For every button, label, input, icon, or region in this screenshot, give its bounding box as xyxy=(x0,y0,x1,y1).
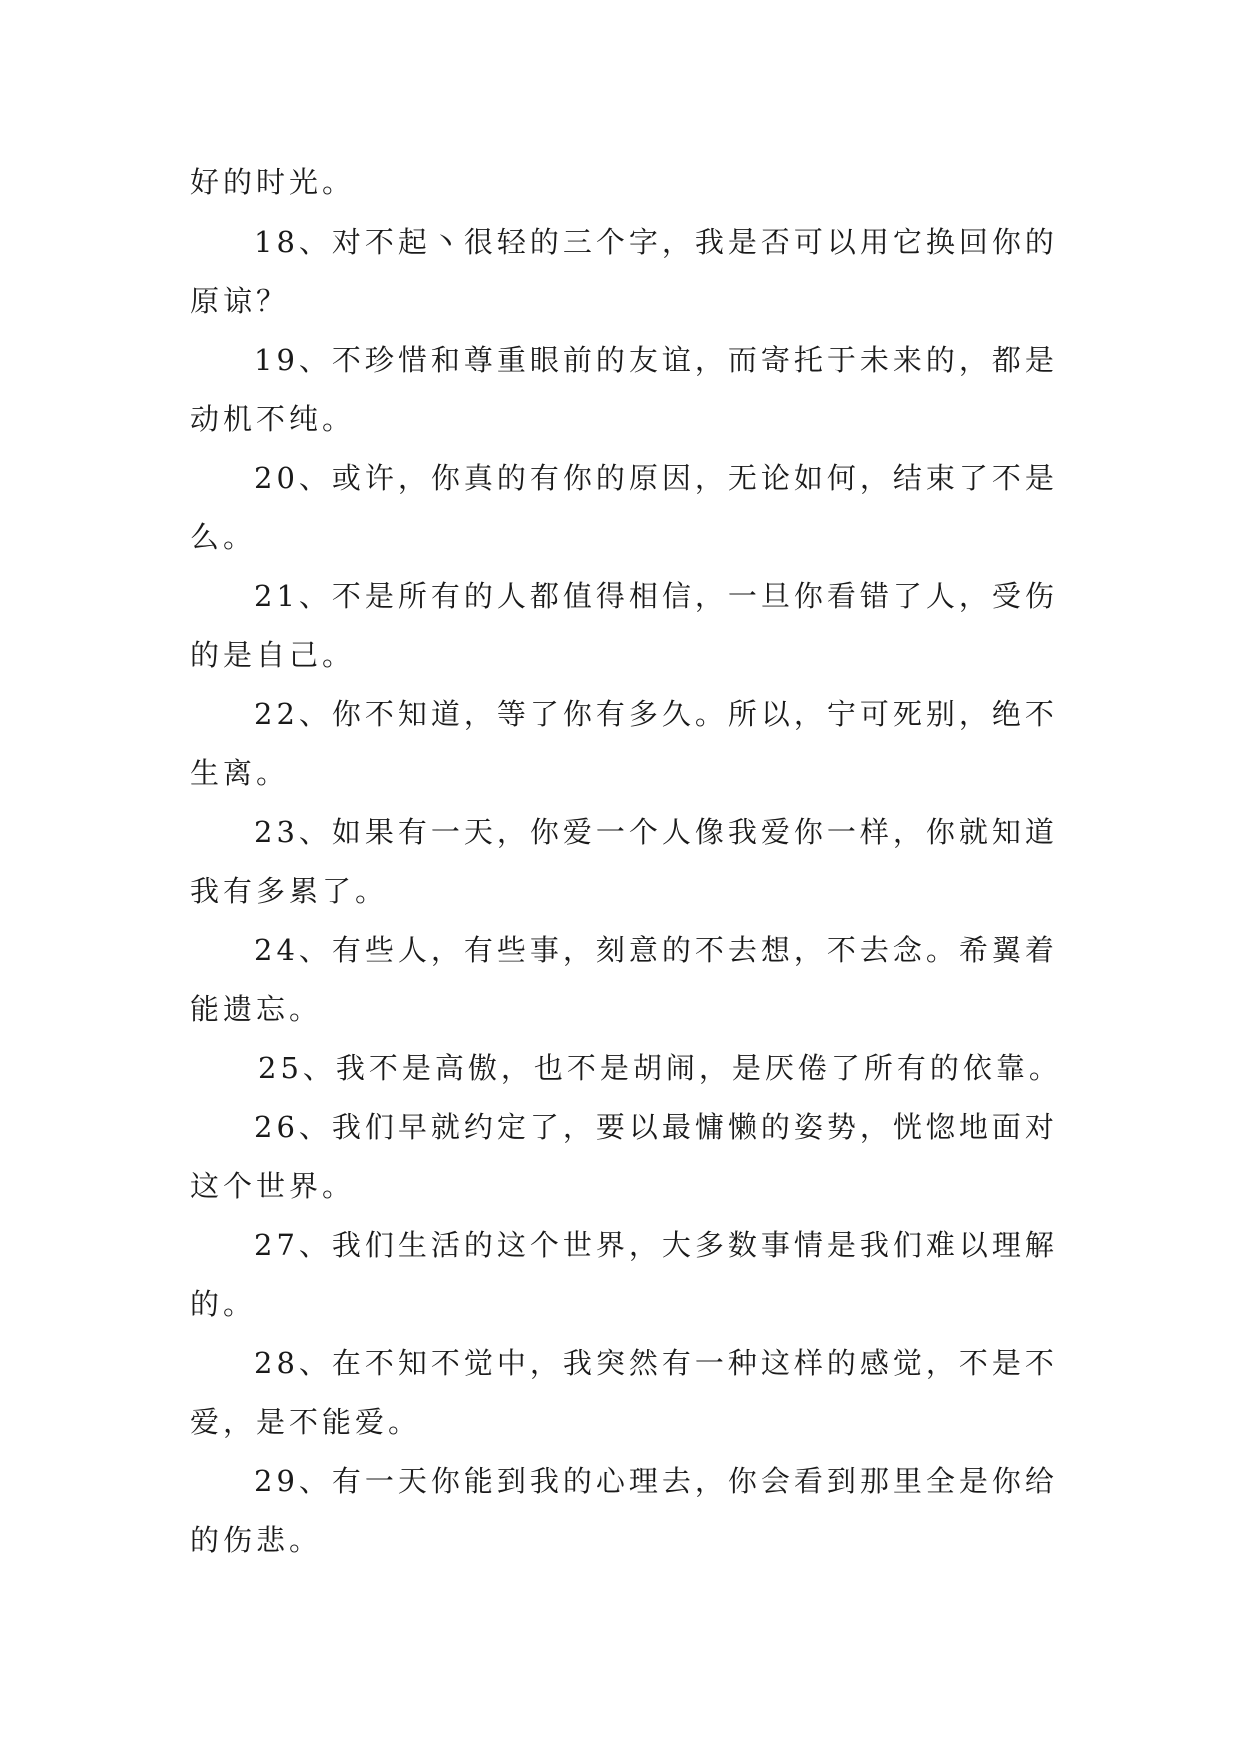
item-27-line-1: 27、我们生活的这个世界，大多数事情是我们难以理解 xyxy=(254,1228,1058,1262)
item-26-line-2: 这个世界。 xyxy=(190,1169,356,1203)
item-23-line-1: 23、如果有一天，你爱一个人像我爱你一样，你就知道 xyxy=(254,815,1058,849)
item-22-line-1: 22、你不知道，等了你有多久。所以，宁可死别，绝不 xyxy=(254,697,1058,731)
item-20-line-1: 20、或许，你真的有你的原因，无论如何，结束了不是 xyxy=(254,461,1058,495)
item-26-line-1: 26、我们早就约定了，要以最慵懒的姿势，恍惚地面对 xyxy=(254,1110,1058,1144)
item-29-line-1: 29、有一天你能到我的心理去，你会看到那里全是你给 xyxy=(254,1464,1058,1498)
item-24-line-2: 能遗忘。 xyxy=(190,992,323,1026)
item-19-line-1: 19、不珍惜和尊重眼前的友谊，而寄托于未来的，都是 xyxy=(254,343,1058,377)
item-19-line-2: 动机不纯。 xyxy=(190,402,356,436)
text-line: 好的时光。 xyxy=(190,165,356,199)
item-28-line-1: 28、在不知不觉中，我突然有一种这样的感觉，不是不 xyxy=(254,1346,1058,1380)
item-29-line-2: 的伤悲。 xyxy=(190,1523,323,1557)
item-22-line-2: 生离。 xyxy=(190,756,290,790)
item-18-line-2: 原谅？ xyxy=(190,284,290,318)
item-21-line-2: 的是自己。 xyxy=(190,638,356,672)
item-27-line-2: 的。 xyxy=(190,1287,257,1321)
item-25-line-1: 25、我不是高傲，也不是胡闹，是厌倦了所有的依靠。 xyxy=(258,1051,1062,1085)
item-18-line-1: 18、对不起丶很轻的三个字，我是否可以用它换回你的 xyxy=(254,225,1058,259)
item-24-line-1: 24、有些人，有些事，刻意的不去想，不去念。希翼着 xyxy=(254,933,1058,967)
item-20-line-2: 么。 xyxy=(190,520,257,554)
item-28-line-2: 爱，是不能爱。 xyxy=(190,1405,422,1439)
item-21-line-1: 21、不是所有的人都值得相信，一旦你看错了人，受伤 xyxy=(254,579,1058,613)
item-23-line-2: 我有多累了。 xyxy=(190,874,389,908)
